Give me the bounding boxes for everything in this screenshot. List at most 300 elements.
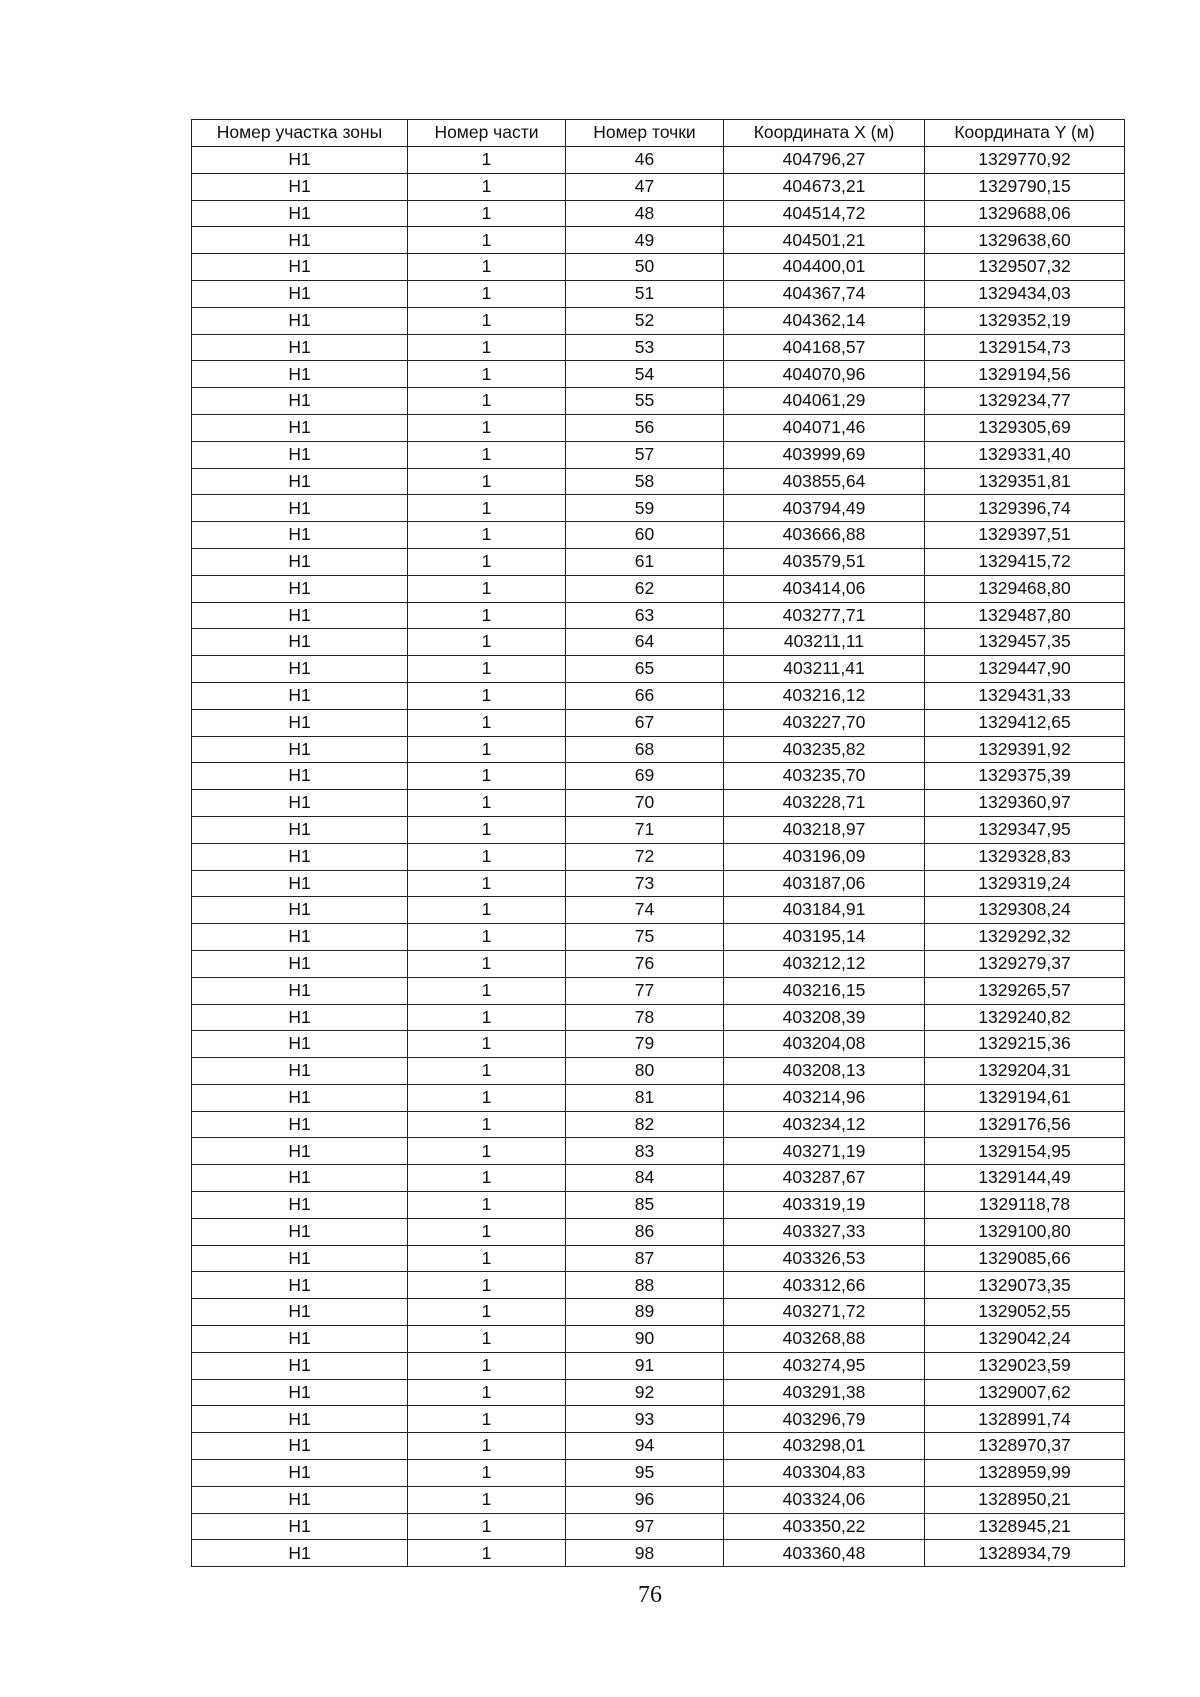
coordinate-y-cell: 1329396,74 bbox=[925, 495, 1125, 522]
point-number-cell: 46 bbox=[566, 147, 724, 174]
part-number-cell: 1 bbox=[408, 280, 566, 307]
coordinate-x-cell: 404070,96 bbox=[724, 361, 925, 388]
table-row bbox=[192, 629, 1125, 656]
part-number-cell: 1 bbox=[408, 1004, 566, 1031]
part-number-cell: 1 bbox=[408, 1058, 566, 1085]
part-number-cell: 1 bbox=[408, 1379, 566, 1406]
table-row bbox=[192, 602, 1125, 629]
point-number-cell: 98 bbox=[566, 1540, 724, 1567]
coordinate-x-cell: 403298,01 bbox=[724, 1433, 925, 1460]
zone-section-cell: Н1 bbox=[192, 1352, 408, 1379]
coordinate-y-cell: 1329154,73 bbox=[925, 334, 1125, 361]
coordinate-y-cell: 1329073,35 bbox=[925, 1272, 1125, 1299]
zone-section-cell: Н1 bbox=[192, 280, 408, 307]
table-row bbox=[192, 977, 1125, 1004]
part-number-cell: 1 bbox=[408, 1433, 566, 1460]
header-zone-section-number: Номер участка зоны bbox=[192, 120, 408, 147]
table-row bbox=[192, 1111, 1125, 1138]
coordinate-x-cell: 403304,83 bbox=[724, 1460, 925, 1487]
part-number-cell: 1 bbox=[408, 575, 566, 602]
zone-section-cell: Н1 bbox=[192, 147, 408, 174]
page-number: 76 bbox=[638, 1582, 662, 1608]
coordinate-y-cell: 1329770,92 bbox=[925, 147, 1125, 174]
table-row bbox=[192, 1460, 1125, 1487]
point-number-cell: 83 bbox=[566, 1138, 724, 1165]
point-number-cell: 68 bbox=[566, 736, 724, 763]
part-number-cell: 1 bbox=[408, 227, 566, 254]
coordinate-x-cell: 404501,21 bbox=[724, 227, 925, 254]
zone-section-cell: Н1 bbox=[192, 1165, 408, 1192]
coordinate-y-cell: 1329118,78 bbox=[925, 1192, 1125, 1219]
part-number-cell: 1 bbox=[408, 1352, 566, 1379]
header-part-number: Номер части bbox=[408, 120, 566, 147]
zone-section-cell: Н1 bbox=[192, 334, 408, 361]
table-row bbox=[192, 790, 1125, 817]
part-number-cell: 1 bbox=[408, 200, 566, 227]
coordinate-x-cell: 404071,46 bbox=[724, 414, 925, 441]
zone-section-cell: Н1 bbox=[192, 361, 408, 388]
coordinate-y-cell: 1328950,21 bbox=[925, 1486, 1125, 1513]
coordinate-y-cell: 1329457,35 bbox=[925, 629, 1125, 656]
part-number-cell: 1 bbox=[408, 414, 566, 441]
point-number-cell: 96 bbox=[566, 1486, 724, 1513]
part-number-cell: 1 bbox=[408, 1031, 566, 1058]
table-row bbox=[192, 522, 1125, 549]
coordinate-x-cell: 403184,91 bbox=[724, 897, 925, 924]
coordinate-x-cell: 403218,97 bbox=[724, 816, 925, 843]
part-number-cell: 1 bbox=[408, 1192, 566, 1219]
point-number-cell: 85 bbox=[566, 1192, 724, 1219]
coordinate-y-cell: 1329347,95 bbox=[925, 816, 1125, 843]
point-number-cell: 61 bbox=[566, 548, 724, 575]
coordinate-x-cell: 403196,09 bbox=[724, 843, 925, 870]
coordinate-y-cell: 1329351,81 bbox=[925, 468, 1125, 495]
part-number-cell: 1 bbox=[408, 950, 566, 977]
coordinate-x-cell: 403277,71 bbox=[724, 602, 925, 629]
table-row bbox=[192, 1352, 1125, 1379]
point-number-cell: 54 bbox=[566, 361, 724, 388]
part-number-cell: 1 bbox=[408, 1111, 566, 1138]
coordinate-y-cell: 1328970,37 bbox=[925, 1433, 1125, 1460]
table-row bbox=[192, 254, 1125, 281]
table-row bbox=[192, 1218, 1125, 1245]
coordinate-x-cell: 404367,74 bbox=[724, 280, 925, 307]
table-row bbox=[192, 656, 1125, 683]
table-row bbox=[192, 1138, 1125, 1165]
zone-section-cell: Н1 bbox=[192, 1031, 408, 1058]
coordinate-x-cell: 403228,71 bbox=[724, 790, 925, 817]
table-row bbox=[192, 200, 1125, 227]
table-row bbox=[192, 736, 1125, 763]
point-number-cell: 94 bbox=[566, 1433, 724, 1460]
point-number-cell: 95 bbox=[566, 1460, 724, 1487]
coordinate-x-cell: 403235,70 bbox=[724, 763, 925, 790]
coordinate-y-cell: 1329415,72 bbox=[925, 548, 1125, 575]
point-number-cell: 89 bbox=[566, 1299, 724, 1326]
zone-section-cell: Н1 bbox=[192, 522, 408, 549]
table-row bbox=[192, 280, 1125, 307]
coordinate-y-cell: 1329507,32 bbox=[925, 254, 1125, 281]
coordinate-x-cell: 403268,88 bbox=[724, 1326, 925, 1353]
zone-section-cell: Н1 bbox=[192, 414, 408, 441]
coordinate-x-cell: 403216,15 bbox=[724, 977, 925, 1004]
zone-section-cell: Н1 bbox=[192, 870, 408, 897]
part-number-cell: 1 bbox=[408, 1245, 566, 1272]
table-row bbox=[192, 1272, 1125, 1299]
coordinate-x-cell: 403296,79 bbox=[724, 1406, 925, 1433]
point-number-cell: 76 bbox=[566, 950, 724, 977]
zone-section-cell: Н1 bbox=[192, 790, 408, 817]
coordinate-x-cell: 404400,01 bbox=[724, 254, 925, 281]
table-row bbox=[192, 1486, 1125, 1513]
point-number-cell: 48 bbox=[566, 200, 724, 227]
table-row bbox=[192, 1513, 1125, 1540]
coordinate-x-cell: 403414,06 bbox=[724, 575, 925, 602]
part-number-cell: 1 bbox=[408, 361, 566, 388]
part-number-cell: 1 bbox=[408, 1460, 566, 1487]
part-number-cell: 1 bbox=[408, 147, 566, 174]
zone-section-cell: Н1 bbox=[192, 495, 408, 522]
coordinate-x-cell: 403794,49 bbox=[724, 495, 925, 522]
coordinate-x-cell: 403324,06 bbox=[724, 1486, 925, 1513]
point-number-cell: 71 bbox=[566, 816, 724, 843]
coordinate-x-cell: 403327,33 bbox=[724, 1218, 925, 1245]
zone-section-cell: Н1 bbox=[192, 1299, 408, 1326]
coordinate-x-cell: 403360,48 bbox=[724, 1540, 925, 1567]
coordinate-x-cell: 403274,95 bbox=[724, 1352, 925, 1379]
coordinate-x-cell: 403326,53 bbox=[724, 1245, 925, 1272]
zone-section-cell: Н1 bbox=[192, 388, 408, 415]
coordinate-x-cell: 404514,72 bbox=[724, 200, 925, 227]
coordinate-x-cell: 403227,70 bbox=[724, 709, 925, 736]
zone-section-cell: Н1 bbox=[192, 816, 408, 843]
header-row bbox=[192, 120, 1125, 147]
coordinate-x-cell: 403291,38 bbox=[724, 1379, 925, 1406]
zone-section-cell: Н1 bbox=[192, 1218, 408, 1245]
coordinate-y-cell: 1329391,92 bbox=[925, 736, 1125, 763]
part-number-cell: 1 bbox=[408, 924, 566, 951]
part-number-cell: 1 bbox=[408, 656, 566, 683]
part-number-cell: 1 bbox=[408, 1218, 566, 1245]
part-number-cell: 1 bbox=[408, 629, 566, 656]
part-number-cell: 1 bbox=[408, 1540, 566, 1567]
point-number-cell: 81 bbox=[566, 1084, 724, 1111]
table-row bbox=[192, 575, 1125, 602]
coordinate-x-cell: 404362,14 bbox=[724, 307, 925, 334]
coordinate-y-cell: 1328959,99 bbox=[925, 1460, 1125, 1487]
part-number-cell: 1 bbox=[408, 602, 566, 629]
part-number-cell: 1 bbox=[408, 763, 566, 790]
zone-section-cell: Н1 bbox=[192, 1486, 408, 1513]
point-number-cell: 90 bbox=[566, 1326, 724, 1353]
zone-section-cell: Н1 bbox=[192, 254, 408, 281]
part-number-cell: 1 bbox=[408, 1272, 566, 1299]
coordinate-y-cell: 1329412,65 bbox=[925, 709, 1125, 736]
table-row bbox=[192, 1540, 1125, 1567]
coordinate-y-cell: 1329052,55 bbox=[925, 1299, 1125, 1326]
part-number-cell: 1 bbox=[408, 173, 566, 200]
table-row bbox=[192, 682, 1125, 709]
part-number-cell: 1 bbox=[408, 334, 566, 361]
coordinate-x-cell: 403319,19 bbox=[724, 1192, 925, 1219]
coordinate-x-cell: 403287,67 bbox=[724, 1165, 925, 1192]
coordinate-y-cell: 1329176,56 bbox=[925, 1111, 1125, 1138]
coordinate-x-cell: 404168,57 bbox=[724, 334, 925, 361]
point-number-cell: 82 bbox=[566, 1111, 724, 1138]
zone-section-cell: Н1 bbox=[192, 441, 408, 468]
part-number-cell: 1 bbox=[408, 1486, 566, 1513]
point-number-cell: 67 bbox=[566, 709, 724, 736]
coordinate-x-cell: 403208,13 bbox=[724, 1058, 925, 1085]
coordinate-y-cell: 1329352,19 bbox=[925, 307, 1125, 334]
part-number-cell: 1 bbox=[408, 790, 566, 817]
coordinate-y-cell: 1329487,80 bbox=[925, 602, 1125, 629]
coordinate-y-cell: 1328945,21 bbox=[925, 1513, 1125, 1540]
table-row bbox=[192, 843, 1125, 870]
coordinate-y-cell: 1329240,82 bbox=[925, 1004, 1125, 1031]
table-row bbox=[192, 1192, 1125, 1219]
point-number-cell: 62 bbox=[566, 575, 724, 602]
zone-section-cell: Н1 bbox=[192, 1460, 408, 1487]
zone-section-cell: Н1 bbox=[192, 924, 408, 951]
coordinate-x-cell: 403999,69 bbox=[724, 441, 925, 468]
header-point-number: Номер точки bbox=[566, 120, 724, 147]
part-number-cell: 1 bbox=[408, 897, 566, 924]
table-row bbox=[192, 1165, 1125, 1192]
table-row bbox=[192, 1326, 1125, 1353]
table-row bbox=[192, 1058, 1125, 1085]
point-number-cell: 70 bbox=[566, 790, 724, 817]
zone-section-cell: Н1 bbox=[192, 977, 408, 1004]
coordinate-x-cell: 403216,12 bbox=[724, 682, 925, 709]
table-row bbox=[192, 924, 1125, 951]
point-number-cell: 56 bbox=[566, 414, 724, 441]
table-row bbox=[192, 173, 1125, 200]
zone-section-cell: Н1 bbox=[192, 1058, 408, 1085]
zone-section-cell: Н1 bbox=[192, 173, 408, 200]
coordinate-x-cell: 403211,11 bbox=[724, 629, 925, 656]
coordinate-y-cell: 1329331,40 bbox=[925, 441, 1125, 468]
part-number-cell: 1 bbox=[408, 1406, 566, 1433]
zone-section-cell: Н1 bbox=[192, 468, 408, 495]
table-row bbox=[192, 1299, 1125, 1326]
table-row bbox=[192, 816, 1125, 843]
zone-section-cell: Н1 bbox=[192, 548, 408, 575]
table-row bbox=[192, 548, 1125, 575]
table-row bbox=[192, 1406, 1125, 1433]
point-number-cell: 87 bbox=[566, 1245, 724, 1272]
part-number-cell: 1 bbox=[408, 441, 566, 468]
coordinate-x-cell: 403212,12 bbox=[724, 950, 925, 977]
coordinate-y-cell: 1329265,57 bbox=[925, 977, 1125, 1004]
table-row bbox=[192, 468, 1125, 495]
zone-section-cell: Н1 bbox=[192, 575, 408, 602]
coordinate-x-cell: 403211,41 bbox=[724, 656, 925, 683]
part-number-cell: 1 bbox=[408, 307, 566, 334]
zone-section-cell: Н1 bbox=[192, 1272, 408, 1299]
point-number-cell: 58 bbox=[566, 468, 724, 495]
coordinate-y-cell: 1329790,15 bbox=[925, 173, 1125, 200]
coordinate-x-cell: 403234,12 bbox=[724, 1111, 925, 1138]
table-row bbox=[192, 147, 1125, 174]
coordinate-y-cell: 1328934,79 bbox=[925, 1540, 1125, 1567]
table-row bbox=[192, 897, 1125, 924]
coordinate-y-cell: 1329042,24 bbox=[925, 1326, 1125, 1353]
table-row bbox=[192, 414, 1125, 441]
coordinate-y-cell: 1329292,32 bbox=[925, 924, 1125, 951]
zone-section-cell: Н1 bbox=[192, 1111, 408, 1138]
point-number-cell: 55 bbox=[566, 388, 724, 415]
part-number-cell: 1 bbox=[408, 495, 566, 522]
part-number-cell: 1 bbox=[408, 816, 566, 843]
zone-section-cell: Н1 bbox=[192, 709, 408, 736]
coordinate-y-cell: 1329100,80 bbox=[925, 1218, 1125, 1245]
coordinate-y-cell: 1329007,62 bbox=[925, 1379, 1125, 1406]
coordinate-y-cell: 1329319,24 bbox=[925, 870, 1125, 897]
zone-section-cell: Н1 bbox=[192, 1084, 408, 1111]
point-number-cell: 59 bbox=[566, 495, 724, 522]
zone-section-cell: Н1 bbox=[192, 1192, 408, 1219]
zone-section-cell: Н1 bbox=[192, 602, 408, 629]
part-number-cell: 1 bbox=[408, 709, 566, 736]
coordinate-y-cell: 1329688,06 bbox=[925, 200, 1125, 227]
point-number-cell: 80 bbox=[566, 1058, 724, 1085]
table-row bbox=[192, 763, 1125, 790]
coordinate-x-cell: 404673,21 bbox=[724, 173, 925, 200]
table-row bbox=[192, 709, 1125, 736]
table-row bbox=[192, 1031, 1125, 1058]
header-coordinate-y: Координата Y (м) bbox=[925, 120, 1125, 147]
coordinate-y-cell: 1329234,77 bbox=[925, 388, 1125, 415]
coordinate-y-cell: 1329434,03 bbox=[925, 280, 1125, 307]
point-number-cell: 66 bbox=[566, 682, 724, 709]
coordinate-x-cell: 403187,06 bbox=[724, 870, 925, 897]
coordinate-y-cell: 1329328,83 bbox=[925, 843, 1125, 870]
point-number-cell: 65 bbox=[566, 656, 724, 683]
part-number-cell: 1 bbox=[408, 522, 566, 549]
coordinate-x-cell: 403204,08 bbox=[724, 1031, 925, 1058]
part-number-cell: 1 bbox=[408, 977, 566, 1004]
point-number-cell: 51 bbox=[566, 280, 724, 307]
zone-section-cell: Н1 bbox=[192, 950, 408, 977]
point-number-cell: 73 bbox=[566, 870, 724, 897]
table-header bbox=[192, 120, 1125, 147]
coordinate-y-cell: 1329638,60 bbox=[925, 227, 1125, 254]
zone-section-cell: Н1 bbox=[192, 763, 408, 790]
table-row bbox=[192, 950, 1125, 977]
zone-section-cell: Н1 bbox=[192, 1004, 408, 1031]
table-row bbox=[192, 495, 1125, 522]
point-number-cell: 91 bbox=[566, 1352, 724, 1379]
part-number-cell: 1 bbox=[408, 1138, 566, 1165]
zone-section-cell: Н1 bbox=[192, 1406, 408, 1433]
part-number-cell: 1 bbox=[408, 870, 566, 897]
coordinate-x-cell: 403312,66 bbox=[724, 1272, 925, 1299]
point-number-cell: 53 bbox=[566, 334, 724, 361]
point-number-cell: 47 bbox=[566, 173, 724, 200]
coordinate-x-cell: 403208,39 bbox=[724, 1004, 925, 1031]
zone-section-cell: Н1 bbox=[192, 307, 408, 334]
part-number-cell: 1 bbox=[408, 736, 566, 763]
table-row bbox=[192, 388, 1125, 415]
zone-section-cell: Н1 bbox=[192, 200, 408, 227]
table-row bbox=[192, 227, 1125, 254]
coordinate-y-cell: 1329023,59 bbox=[925, 1352, 1125, 1379]
coordinate-x-cell: 403855,64 bbox=[724, 468, 925, 495]
coordinate-x-cell: 403195,14 bbox=[724, 924, 925, 951]
table-row bbox=[192, 334, 1125, 361]
table-row bbox=[192, 1433, 1125, 1460]
point-number-cell: 57 bbox=[566, 441, 724, 468]
coordinate-x-cell: 404796,27 bbox=[724, 147, 925, 174]
coordinate-y-cell: 1329397,51 bbox=[925, 522, 1125, 549]
part-number-cell: 1 bbox=[408, 1165, 566, 1192]
coordinate-y-cell: 1329204,31 bbox=[925, 1058, 1125, 1085]
zone-section-cell: Н1 bbox=[192, 1379, 408, 1406]
part-number-cell: 1 bbox=[408, 1084, 566, 1111]
zone-section-cell: Н1 bbox=[192, 1245, 408, 1272]
part-number-cell: 1 bbox=[408, 1326, 566, 1353]
point-number-cell: 75 bbox=[566, 924, 724, 951]
coordinate-x-cell: 403350,22 bbox=[724, 1513, 925, 1540]
point-number-cell: 52 bbox=[566, 307, 724, 334]
coordinate-y-cell: 1329447,90 bbox=[925, 656, 1125, 683]
part-number-cell: 1 bbox=[408, 682, 566, 709]
zone-section-cell: Н1 bbox=[192, 736, 408, 763]
point-number-cell: 88 bbox=[566, 1272, 724, 1299]
part-number-cell: 1 bbox=[408, 843, 566, 870]
zone-section-cell: Н1 bbox=[192, 629, 408, 656]
point-number-cell: 93 bbox=[566, 1406, 724, 1433]
point-number-cell: 97 bbox=[566, 1513, 724, 1540]
table-body bbox=[192, 147, 1125, 1567]
part-number-cell: 1 bbox=[408, 254, 566, 281]
header-coordinate-x: Координата X (м) bbox=[724, 120, 925, 147]
coordinate-y-cell: 1329154,95 bbox=[925, 1138, 1125, 1165]
table-row bbox=[192, 870, 1125, 897]
point-number-cell: 86 bbox=[566, 1218, 724, 1245]
coordinate-y-cell: 1329468,80 bbox=[925, 575, 1125, 602]
coordinate-y-cell: 1329194,56 bbox=[925, 361, 1125, 388]
zone-section-cell: Н1 bbox=[192, 1138, 408, 1165]
point-number-cell: 84 bbox=[566, 1165, 724, 1192]
part-number-cell: 1 bbox=[408, 548, 566, 575]
zone-section-cell: Н1 bbox=[192, 897, 408, 924]
part-number-cell: 1 bbox=[408, 1513, 566, 1540]
table-row bbox=[192, 361, 1125, 388]
coordinate-y-cell: 1329360,97 bbox=[925, 790, 1125, 817]
zone-section-cell: Н1 bbox=[192, 1540, 408, 1567]
part-number-cell: 1 bbox=[408, 388, 566, 415]
coordinate-x-cell: 403214,96 bbox=[724, 1084, 925, 1111]
point-number-cell: 74 bbox=[566, 897, 724, 924]
point-number-cell: 72 bbox=[566, 843, 724, 870]
coordinate-y-cell: 1329144,49 bbox=[925, 1165, 1125, 1192]
point-number-cell: 50 bbox=[566, 254, 724, 281]
table-row bbox=[192, 1245, 1125, 1272]
coordinate-y-cell: 1329215,36 bbox=[925, 1031, 1125, 1058]
zone-section-cell: Н1 bbox=[192, 1513, 408, 1540]
coordinate-y-cell: 1328991,74 bbox=[925, 1406, 1125, 1433]
coordinate-y-cell: 1329085,66 bbox=[925, 1245, 1125, 1272]
coordinate-x-cell: 404061,29 bbox=[724, 388, 925, 415]
coordinate-y-cell: 1329431,33 bbox=[925, 682, 1125, 709]
point-number-cell: 69 bbox=[566, 763, 724, 790]
table-row bbox=[192, 441, 1125, 468]
table-row bbox=[192, 307, 1125, 334]
table-row bbox=[192, 1379, 1125, 1406]
coordinate-y-cell: 1329305,69 bbox=[925, 414, 1125, 441]
